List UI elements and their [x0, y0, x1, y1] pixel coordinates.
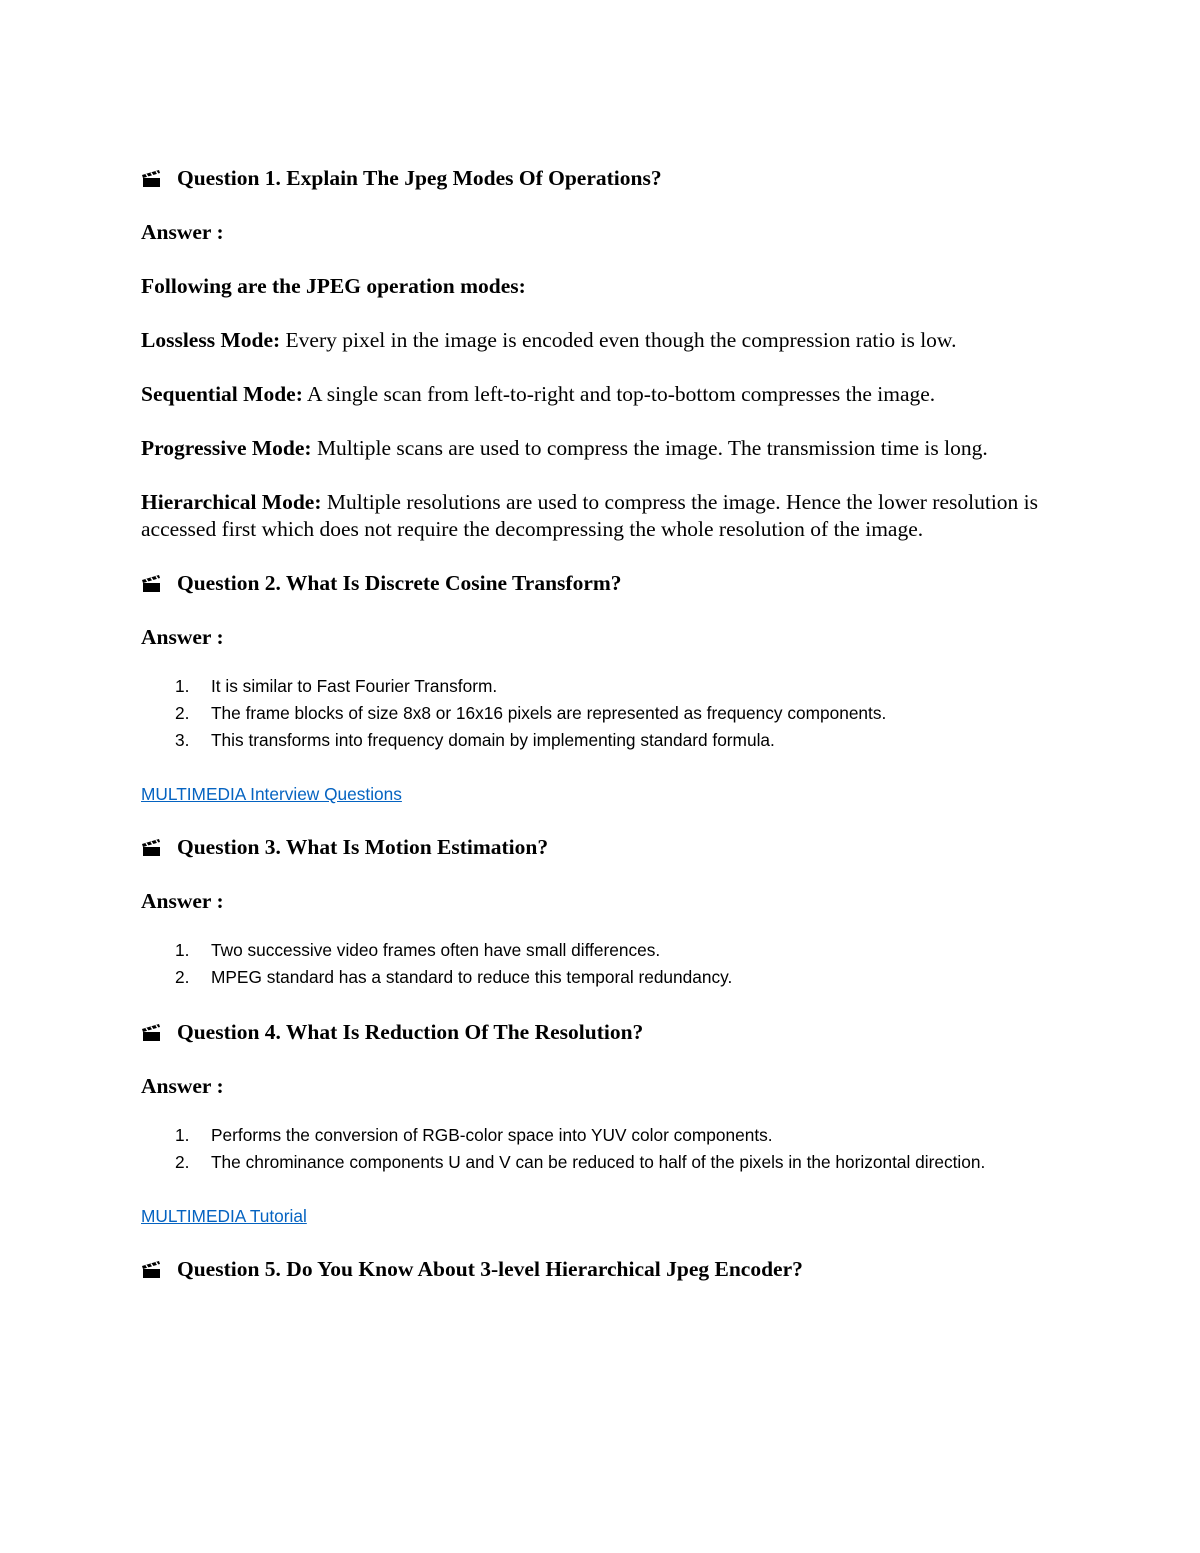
answer-list: [141, 674, 1061, 753]
list-item: 2. The chrominance components U and V can be reduced to half of the pixels in the horizontal direction.: [175, 1152, 986, 1172]
question-5-heading: [141, 1256, 1061, 1283]
answer-list: [141, 938, 1061, 990]
list-item: 2. The frame blocks of size 8x8 or 16x16 pixels are represented as frequency components.: [175, 703, 887, 723]
clapperboard-icon: [141, 837, 161, 857]
answer-label: Answer :: [141, 220, 224, 244]
question-1-title: Question 1. Explain The Jpeg Modes Of Operations?: [177, 166, 662, 190]
answer-list: [141, 1123, 1061, 1175]
list-item: 3. This transforms into frequency domain by implementing standard formula.: [175, 730, 775, 750]
question-3-heading: [141, 834, 1061, 861]
answer-label: Answer :: [141, 889, 224, 913]
question-5-title: Question 5. Do You Know About 3-level Hierarchical Jpeg Encoder?: [177, 1257, 803, 1281]
list-item: 1. It is similar to Fast Fourier Transform.: [175, 676, 498, 696]
modes-intro: Following are the JPEG operation modes:: [141, 274, 526, 298]
answer-label: Answer :: [141, 625, 224, 649]
list-item: 2. MPEG standard has a standard to reduce this temporal redundancy.: [175, 967, 733, 987]
mode-progressive: Progressive Mode: Multiple scans are used to compress the image. The transmission time is long.: [141, 436, 988, 460]
list-item: 1. Two successive video frames often have small differences.: [175, 940, 661, 960]
document-page: [141, 165, 1061, 1283]
question-4-heading: [141, 1019, 1061, 1046]
clapperboard-icon: [141, 1022, 161, 1042]
mode-lossless: Lossless Mode: Every pixel in the image is encoded even though the compression ratio is low.: [141, 328, 957, 352]
tutorial-link[interactable]: MULTIMEDIA Tutorial: [141, 1206, 307, 1226]
question-1-heading: [141, 165, 1061, 192]
question-2-title: Question 2. What Is Discrete Cosine Transform?: [177, 571, 622, 595]
list-item: 1. Performs the conversion of RGB-color space into YUV color components.: [175, 1125, 773, 1145]
mode-sequential: Sequential Mode: A single scan from left-to-right and top-to-bottom compresses the image.: [141, 382, 936, 406]
question-4-title: Question 4. What Is Reduction Of The Resolution?: [177, 1020, 644, 1044]
clapperboard-icon: [141, 573, 161, 593]
clapperboard-icon: [141, 1259, 161, 1279]
mode-hierarchical: Hierarchical Mode: Multiple resolutions are used to compress the image. Hence the lower resolution is accessed first which does not require the decompressing the whole resolution of the image.: [141, 490, 1039, 541]
question-2-heading: [141, 570, 1061, 597]
question-3-title: Question 3. What Is Motion Estimation?: [177, 835, 549, 859]
answer-label: Answer :: [141, 1074, 224, 1098]
clapperboard-icon: [141, 168, 161, 188]
interview-questions-link[interactable]: MULTIMEDIA Interview Questions: [141, 784, 402, 804]
